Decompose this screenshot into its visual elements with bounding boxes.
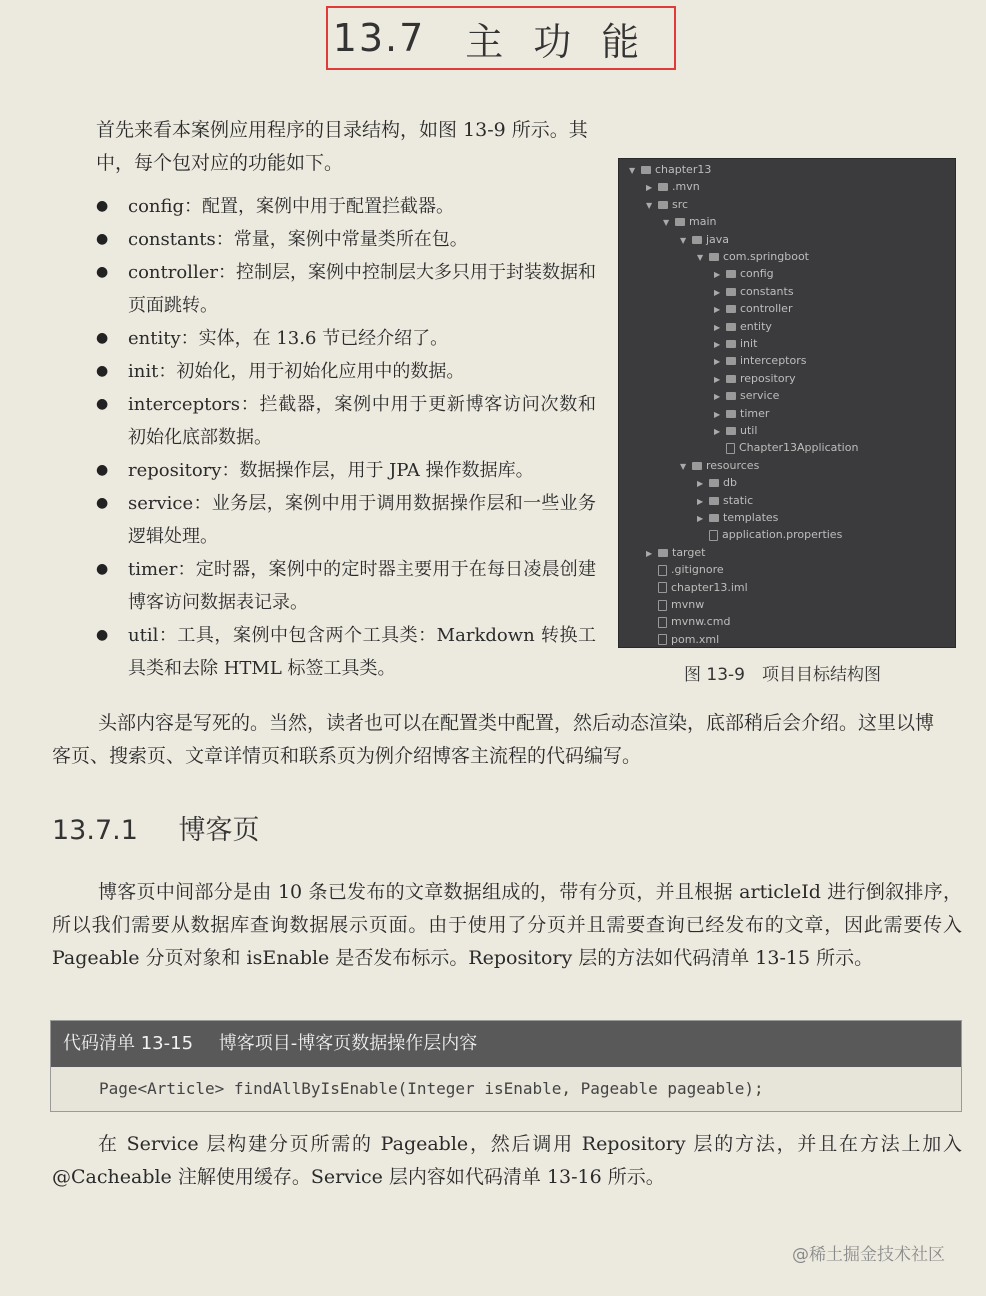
folder-icon <box>675 218 685 226</box>
folder-icon <box>709 479 719 487</box>
collapse-arrow-icon: ▶ <box>646 183 653 193</box>
tree-node <box>714 370 796 387</box>
tree-node-label: .mvn <box>672 180 700 194</box>
tree-node-label: .gitignore <box>671 563 724 577</box>
list-item: ● constants：常量，案例中常量类所在包。 <box>96 223 596 256</box>
tree-node-label: mvnw <box>671 598 705 611</box>
tree-node <box>646 178 700 195</box>
body-paragraph: 头部内容是写死的。当然，读者也可以在配置类中配置，然后动态渲染，底部稍后会介绍。这里以博客页、搜索页、文章详情页和联系页为例介绍博客主流程的代码编写。 <box>52 712 935 767</box>
tree-node-label: controller <box>740 302 793 316</box>
list-item: ● init：初始化，用于初始化应用中的数据。 <box>96 355 596 388</box>
collapse-arrow-icon: ▶ <box>714 374 721 384</box>
tree-node <box>714 422 757 439</box>
tree-node <box>697 509 778 526</box>
tree-node-label: com.springboot <box>723 250 809 263</box>
tree-node <box>697 474 737 491</box>
folder-icon <box>726 305 736 313</box>
file-icon <box>726 443 735 454</box>
intro-paragraph: 首先来看本案例应用程序的目录结构，如图 13-9 所示。其中，每个包对应的功能如下。 <box>96 119 588 174</box>
tree-node-label: templates <box>723 511 779 524</box>
tree-node <box>714 352 806 369</box>
tree-node <box>629 161 711 178</box>
tree-node <box>714 283 794 300</box>
body-paragraph: 博客页中间部分是由 10 条已发布的文章数据组成的，带有分页，并且根据 articleId 进行倒叙排序，所以我们需要从数据库查询数据展示页面。由于使用了分页并且需要查询已经发布的文章，因此需要传入 Pageable 分页对象和 isEnable 是否发布标示。Repository 层的方法如代码清单 13-15 所示。 <box>52 881 962 969</box>
collapse-arrow-icon: ▶ <box>714 409 721 419</box>
collapse-arrow-icon: ▶ <box>697 496 704 506</box>
collapse-arrow-icon: ▶ <box>714 305 721 315</box>
collapse-arrow-icon: ▶ <box>714 392 721 402</box>
code-listing-title <box>51 1021 961 1067</box>
project-tree-figure <box>618 158 956 648</box>
code-listing-label: 代码清单 13-15 <box>63 1033 194 1054</box>
tree-node-label: Chapter13Application <box>739 441 859 455</box>
tree-node-label: interceptors <box>740 354 807 368</box>
folder-icon <box>726 288 736 296</box>
tree-node <box>714 300 792 317</box>
tree-node-label: constants <box>740 284 794 298</box>
tree-node-label: service <box>740 389 780 403</box>
file-icon <box>658 634 667 645</box>
body-paragraph: 在 Service 层构建分页所需的 Pageable，然后调用 Repository 层的方法，并且在方法上加入 @Cacheable 注解使用缓存。Service 层内容如代码清单 13-16 所示。 <box>52 1133 962 1188</box>
list-item: ● controller：控制层，案例中控制层大多只用于封装数据和页面跳转。 <box>96 256 596 322</box>
tree-node <box>646 561 724 578</box>
code-line: Page<Article> findAllByIsEnable(Integer isEnable, Pageable pageable); <box>51 1067 961 1111</box>
list-item: ● entity：实体，在 13.6 节已经介绍了。 <box>96 322 596 355</box>
tree-node-label: static <box>723 493 754 507</box>
expand-arrow-icon: ▼ <box>680 461 687 471</box>
folder-icon <box>709 497 719 505</box>
tree-node <box>646 631 719 648</box>
file-icon <box>658 565 667 576</box>
expand-arrow-icon: ▼ <box>629 166 636 175</box>
collapse-arrow-icon: ▶ <box>714 270 721 280</box>
tree-node-label: main <box>689 215 717 229</box>
expand-arrow-icon: ▼ <box>663 218 670 228</box>
tree-node <box>697 248 809 265</box>
tree-node-label: src <box>672 197 689 211</box>
tree-node <box>714 387 779 404</box>
code-listing-caption: 博客项目-博客页数据操作层内容 <box>218 1033 478 1054</box>
collapse-arrow-icon: ▶ <box>697 514 704 523</box>
tree-node <box>646 579 748 596</box>
tree-node <box>646 596 704 613</box>
folder-icon <box>692 236 702 244</box>
package-list <box>96 190 596 685</box>
tree-node <box>697 526 842 543</box>
file-icon <box>709 530 718 541</box>
list-item: ● config：配置，案例中用于配置拦截器。 <box>96 190 596 223</box>
folder-icon <box>726 270 736 278</box>
file-icon <box>658 617 667 628</box>
file-icon <box>658 582 667 593</box>
expand-arrow-icon: ▼ <box>680 235 687 245</box>
tree-node-label: target <box>672 545 706 559</box>
folder-icon <box>709 514 719 522</box>
tree-node <box>714 318 772 335</box>
tree-node <box>680 457 759 474</box>
subsection-title: 博客页 <box>178 815 260 846</box>
collapse-arrow-icon: ▶ <box>646 548 653 558</box>
collapse-arrow-icon: ▶ <box>714 357 721 367</box>
section-number: 13.7 <box>332 16 426 60</box>
folder-icon <box>726 357 736 365</box>
tree-node <box>663 213 716 230</box>
folder-icon <box>658 183 668 191</box>
list-item: ● service：业务层，案例中用于调用数据操作层和一些业务逻辑处理。 <box>96 487 596 553</box>
collapse-arrow-icon: ▶ <box>714 322 721 332</box>
folder-icon <box>726 427 736 435</box>
tree-node-label: application.properties <box>722 528 843 542</box>
collapse-arrow-icon: ▶ <box>714 340 721 349</box>
tree-node-label: repository <box>740 371 796 385</box>
collapse-arrow-icon: ▶ <box>714 427 721 436</box>
tree-node-label: pom.xml <box>671 632 720 646</box>
collapse-arrow-icon: ▶ <box>714 287 721 297</box>
folder-icon <box>709 253 719 261</box>
list-item: ● timer：定时器，案例中的定时器主要用于在每日凌晨创建博客访问数据表记录。 <box>96 553 596 619</box>
tree-node <box>680 231 729 248</box>
code-listing <box>50 1020 962 1112</box>
tree-node <box>646 196 688 213</box>
tree-node-label: chapter13 <box>655 163 712 176</box>
tree-node <box>646 544 705 561</box>
list-item: ● interceptors：拦截器，案例中用于更新博客访问次数和初始化底部数据。 <box>96 388 596 454</box>
tree-node-label: java <box>706 232 730 246</box>
folder-icon <box>726 340 736 348</box>
tree-node-label: init <box>740 337 758 350</box>
tree-node-label: timer <box>740 406 770 420</box>
tree-node <box>714 439 858 456</box>
section-heading <box>326 6 676 70</box>
subsection-heading <box>52 808 259 847</box>
folder-icon <box>658 549 668 557</box>
file-icon <box>658 600 667 611</box>
tree-node <box>714 265 774 282</box>
folder-icon <box>726 323 736 331</box>
collapse-arrow-icon: ▶ <box>697 479 704 489</box>
tree-node <box>714 405 769 422</box>
tree-node-label: mvnw.cmd <box>671 615 731 629</box>
tree-node-label: entity <box>740 319 772 333</box>
tree-node-label: resources <box>706 458 760 472</box>
expand-arrow-icon: ▼ <box>646 200 653 210</box>
watermark: @稀土掘金技术社区 <box>792 1245 945 1265</box>
tree-node-label: chapter13.iml <box>671 580 748 594</box>
figure-caption: 图 13-9 项目目标结构图 <box>684 665 881 685</box>
expand-arrow-icon: ▼ <box>697 253 704 262</box>
tree-node <box>697 492 753 509</box>
tree-node-label: db <box>723 476 737 490</box>
tree-node <box>714 335 757 352</box>
tree-node-label: config <box>740 267 774 281</box>
folder-icon <box>726 375 736 383</box>
list-item: ● repository：数据操作层，用于 JPA 操作数据库。 <box>96 454 596 487</box>
tree-node-label: util <box>740 424 758 437</box>
list-item: ● util：工具，案例中包含两个工具类：Markdown 转换工具类和去除 HTML 标签工具类。 <box>96 619 596 685</box>
folder-icon <box>726 410 736 418</box>
folder-icon <box>692 462 702 470</box>
tree-node <box>646 613 730 630</box>
subsection-number: 13.7.1 <box>52 815 138 846</box>
folder-icon <box>641 166 651 174</box>
folder-icon <box>658 201 668 209</box>
section-title: 主功能 <box>465 19 670 64</box>
folder-icon <box>726 392 736 400</box>
